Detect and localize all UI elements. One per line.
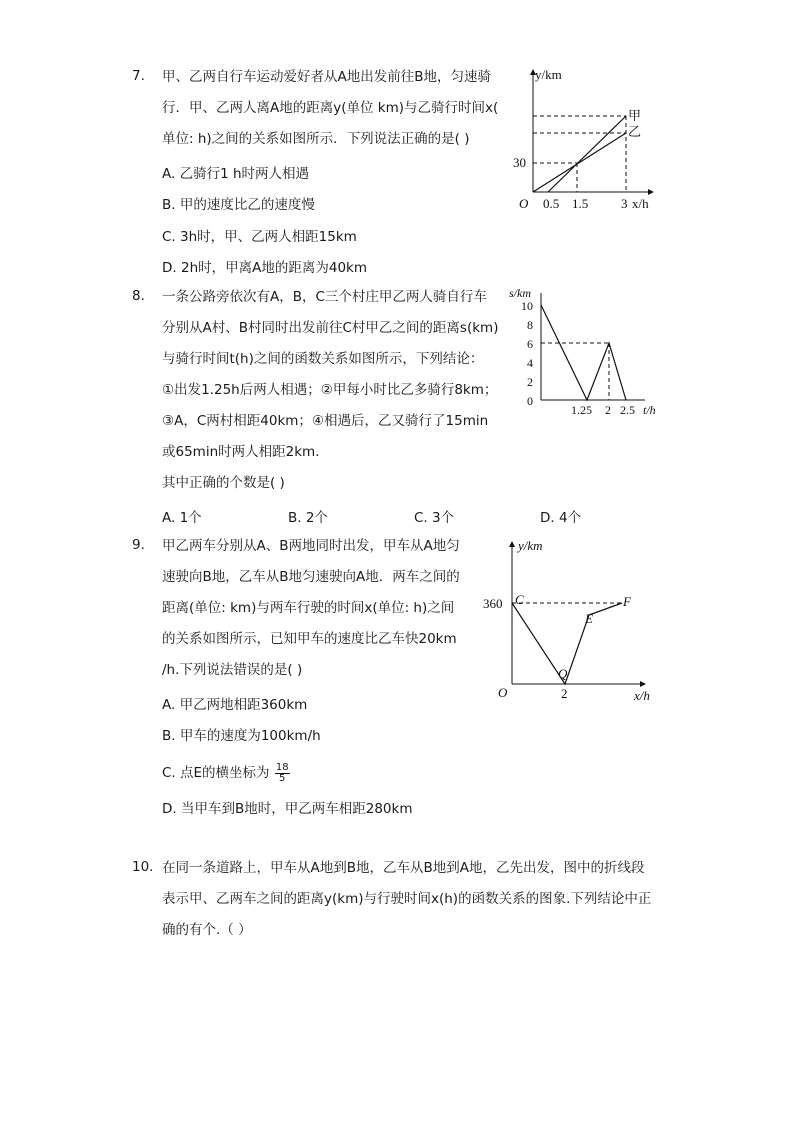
y-tick-label: 10 [521,299,533,313]
option-b: B. 甲的速度比乙的速度慢 [162,197,315,213]
question-text-line: ①出发1.25h后两人相遇；②甲每小时比乙多骑行8km； [162,382,498,398]
q7-figure [505,62,670,217]
origin-label: O [498,685,508,700]
question-text-line: /h.下列说法错误的是( ) [162,662,303,678]
point-label-e: E [585,611,593,626]
question-text-line: 的关系如图所示，已知甲车的速度比乙车快20km [162,631,457,647]
x-axis-label: x/h [632,196,649,211]
question-text-line: 或65min时两人相距2km． [162,444,329,460]
x-axis-label: t/h [643,403,656,417]
point-label-c: C [515,592,524,607]
line-yi [533,133,626,192]
y-tick-label: 6 [527,337,533,351]
y-tick-label: 0 [527,394,533,408]
y-tick-label: 30 [513,155,526,170]
question-text-line: 在同一条道路上，甲车从A地到B地，乙车从B地到A地，乙先出发，图中的折线段 [162,860,645,876]
y-axis-label: y/km [518,538,543,553]
fraction-numerator: 18 [275,761,289,773]
option-d: D. 4个 [540,510,582,526]
option-d: D. 当甲车到B地时，甲乙两车相距280km [162,801,413,817]
x-tick-label: 2 [561,686,568,701]
question-text-line: 一条公路旁依次有A，B，C三个村庄甲乙两人骑自行车 [162,289,487,305]
x-tick-label: 0.5 [543,196,560,211]
option-b: B. 甲车的速度为100km/h [162,728,321,744]
option-b: B. 2个 [288,510,328,526]
question-text-line: 甲乙两车分别从A、B两地同时出发，甲车从A地匀 [162,538,460,554]
question-text-line: 甲、乙两自行车运动爱好者从A地出发前往B地，匀速骑 [162,69,491,85]
point-label-q: Q [558,666,568,681]
question-number: 10. [132,859,154,875]
y-axis-label: y/km [535,67,562,82]
option-a: A. 甲乙两地相距360km [162,697,308,713]
x-axis-label: x/h [634,688,650,703]
x-tick-label: 1.5 [572,196,589,211]
question-number: 8. [132,288,145,304]
line-label-yi: 乙 [628,124,642,139]
option-d: D. 2h时，甲离A地的距离为40km [162,260,368,276]
fraction [275,763,290,784]
x-tick-label: 3 [621,196,628,211]
option-c: C. 3个 [414,510,455,526]
x-tick-label: 2 [605,403,611,417]
y-tick-label: 4 [527,356,533,370]
distance-polyline [541,305,626,400]
question-text-line: 分别从A村、B村同时出发前往C村甲乙之间的距离s(km) [162,320,499,336]
question-text-line: 与骑行时间t(h)之间的函数关系如图所示，下列结论： [162,351,484,367]
question-text-line: 确的有个.（ ） [162,922,252,938]
question-number: 7. [132,68,145,84]
point-label-f: F [623,594,631,609]
y-tick-label: 360 [483,596,503,611]
x-tick-label: 2.5 [620,403,635,417]
question-text-line: 其中正确的个数是( ) [162,475,285,491]
origin-label: O [519,196,529,211]
line-label-jia: 甲 [628,108,642,123]
y-tick-label: 8 [527,318,533,332]
y-axis-label: s/km [509,286,531,300]
option-c-text: C. 点E的横坐标为 [162,765,270,781]
option-c [162,761,290,784]
q9-figure [480,532,670,707]
question-text-line: 距离(单位: km)与两车行驶的时间x(单位: h)之间 [162,600,455,616]
line-jia [548,116,626,192]
question-text-line: 速驶向B地，乙车从B地匀速驶向A地．两车之间的 [162,569,460,585]
option-a: A. 1个 [162,510,202,526]
q8-figure [505,283,665,423]
x-tick-label: 1.25 [571,403,592,417]
option-a: A. 乙骑行1 h时两人相遇 [162,166,310,182]
question-text-line: 单位: h)之间的关系如图所示．下列说法正确的是( ) [162,131,470,147]
question-text-line: 行．甲、乙两人离A地的距离y(单位 km)与乙骑行时间x( [162,100,499,116]
question-number: 9. [132,537,145,553]
fraction-denominator: 5 [279,772,286,784]
y-tick-label: 2 [527,375,533,389]
option-c: C. 3h时，甲、乙两人相距15km [162,229,357,245]
question-text-line: 表示甲、乙两车之间的距离y(km)与行驶时间x(h)的函数关系的图象.下列结论中正 [162,891,652,907]
question-text-line: ③A，C两村相距40km；④相遇后，乙又骑行了15min [162,413,489,429]
